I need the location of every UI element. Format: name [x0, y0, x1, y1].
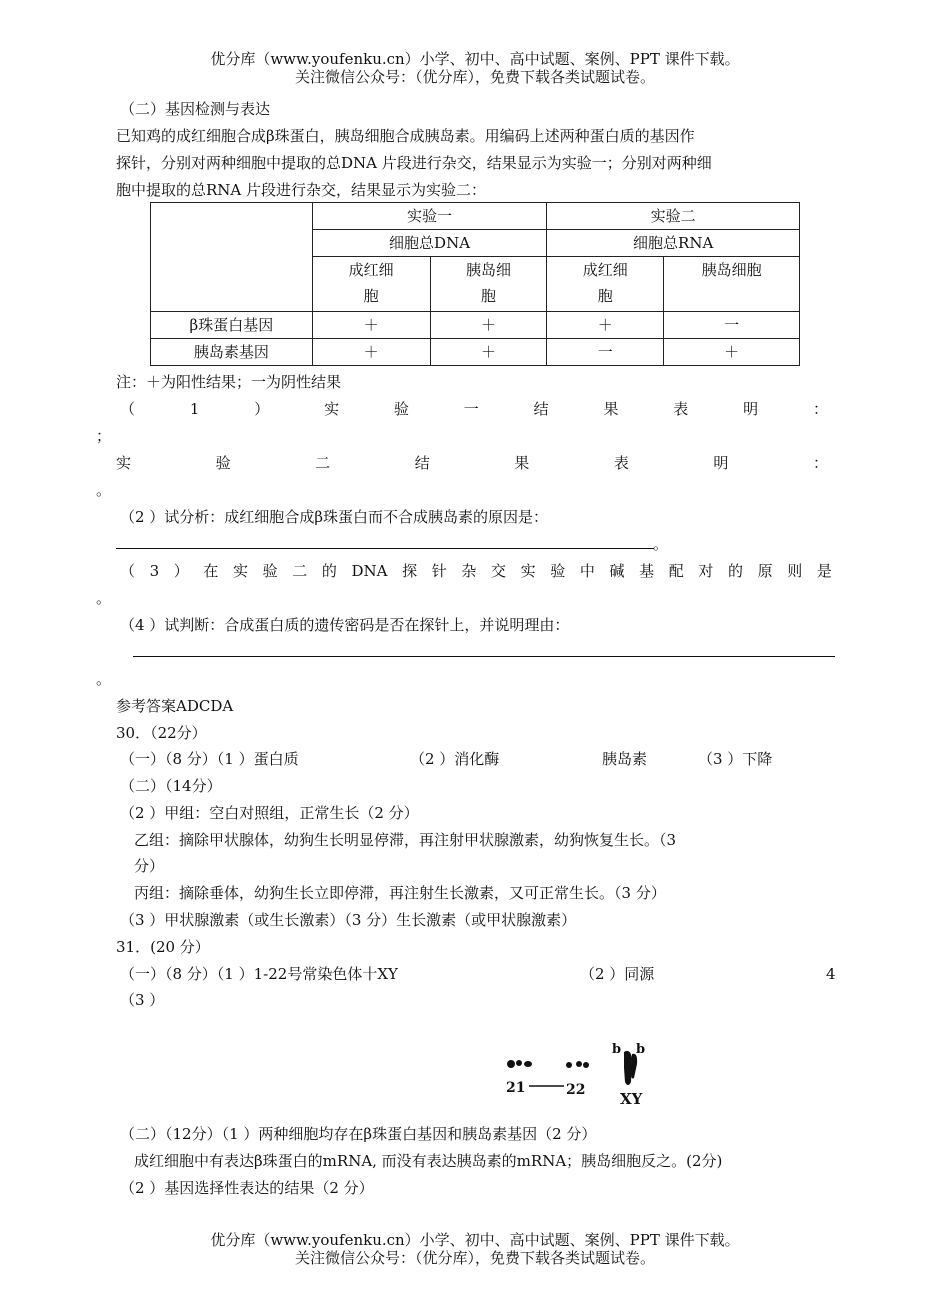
question-2: （2 ）试分析：成红细胞合成β珠蛋白而不合成胰岛素的原因是：: [120, 508, 548, 526]
question-4-end: 。: [96, 670, 112, 688]
answer-30-group-b: 乙组：摘除甲状腺体，幼狗生长明显停滞，再注射甲状腺激素，幼狗恢复生长。（3: [134, 831, 677, 849]
intro-line-3: 胞中提取的总RNA 片段进行杂交，结果显示为实验二：: [116, 181, 487, 199]
table-cell: ＋: [664, 339, 800, 366]
intro-line-1: 已知鸡的成红细胞合成β珠蛋白，胰岛细胞合成胰岛素。用编码上述两种蛋白质的基因作: [116, 127, 695, 145]
question-1a-end: ；: [96, 427, 112, 445]
answer-title: 参考答案ADCDA: [116, 697, 234, 715]
karyotype-figure: [500, 1038, 660, 1113]
table-cell: ＋: [430, 312, 547, 339]
answer-30-part-1c: 胰岛素: [602, 750, 648, 768]
table-corner-cell: [151, 203, 313, 312]
sex-chromosome-label: XY: [620, 1090, 643, 1108]
table-cell: ＋: [430, 339, 547, 366]
answer-30-part-3: （3 ）甲状腺激素（或生长激素）（3 分）生长激素（或甲状腺激素）: [120, 911, 577, 929]
question-1b: 实 验 二 结 果 表 明 ：: [116, 454, 828, 472]
footer-line-1: 优分库（www.youfenku.cn）小学、初中、高中试题、案例、PPT 课件下载。: [210, 1231, 740, 1249]
table-col-islet-1: 胰岛细 胞: [430, 257, 547, 312]
answer-30: 30．（22分）: [116, 724, 207, 742]
footer-line-2: 关注微信公众号：（优分库），免费下载各类试题试卷。: [294, 1249, 655, 1267]
answer-blank-line: [133, 656, 835, 657]
chromosome-22-label: 22: [566, 1082, 586, 1098]
table-row: [151, 312, 800, 339]
answer-30-group-b-end: 分）: [134, 857, 165, 875]
answer-31-part-2-detail: 成红细胞中有表达β珠蛋白的mRNA, 而没有表达胰岛素的mRNA；胰岛细胞反之。(2分): [134, 1152, 723, 1170]
answer-31-part-1d: （3 ）: [120, 991, 165, 1009]
allele-label-b1: b: [612, 1042, 622, 1057]
question-1b-end: 。: [96, 481, 112, 499]
header-line-2: 关注微信公众号：（优分库），免费下载各类试题试卷。: [294, 68, 655, 86]
answer-30-part-1a: （一）（8 分）（1 ）蛋白质: [120, 750, 299, 768]
answer-31: 31．(20 分）: [116, 938, 210, 956]
table-cell: ＋: [312, 339, 430, 366]
table-cell: ＋: [547, 312, 664, 339]
question-1a: （ 1 ） 实 验 一 结 果 表 明 ：: [120, 400, 828, 418]
answer-30-part-1d: （3 ）下降: [698, 750, 773, 768]
header-line-1: 优分库（www.youfenku.cn）小学、初中、高中试题、案例、PPT 课件下载。: [210, 50, 740, 68]
table-cell: 一: [664, 312, 800, 339]
allele-label-b2: b: [636, 1042, 646, 1057]
answer-30-part-2: （二）（14分）: [120, 777, 222, 795]
answer-31-part-1a: （一）（8 分）（1 ）1-22号常染色体十XY: [120, 965, 398, 983]
table-rna-header: 细胞总RNA: [547, 230, 800, 257]
question-2-end: 。: [653, 535, 669, 553]
answer-30-group-a: （2 ）甲组：空白对照组，正常生长（2 分）: [120, 804, 419, 822]
answer-31-part-1b: （2 ）同源: [580, 965, 655, 983]
table-col-erythroblast-2: 成红细 胞: [547, 257, 664, 312]
question-3-end: 。: [96, 589, 112, 607]
table-cell: 一: [547, 339, 664, 366]
question-4: （4 ）试判断：合成蛋白质的遗传密码是否在探针上，并说明理由：: [120, 616, 570, 634]
chromosome-21-label: 21: [506, 1080, 526, 1096]
results-table: [150, 202, 800, 366]
table-dna-header: 细胞总DNA: [312, 230, 547, 257]
table-note: 注：＋为阳性结果；一为阴性结果: [116, 373, 342, 391]
answer-31-part-2: （二）（12分）（1 ）两种细胞均存在β珠蛋白基因和胰岛素基因（2 分）: [120, 1125, 597, 1143]
question-3: （ 3 ） 在 实 验 二 的 DNA 探 针 杂 交 实 验 中 碱 基 配 对 的 原 则 是: [120, 562, 832, 580]
table-col-erythroblast-1: 成红细 胞: [312, 257, 430, 312]
table-col-islet-2: 胰岛细胞: [664, 257, 800, 312]
intro-line-2: 探针，分别对两种细胞中提取的总DNA 片段进行杂交，结果显示为实验一；分别对两种细: [116, 154, 712, 172]
answer-30-group-c: 丙组：摘除垂体，幼狗生长立即停滞，再注射生长激素，又可正常生长。（3 分）: [134, 884, 666, 902]
table-cell: ＋: [312, 312, 430, 339]
answer-31-part-2b: （2 ）基因选择性表达的结果（2 分）: [120, 1179, 374, 1197]
table-row-label: 胰岛素基因: [151, 339, 313, 366]
answer-blank-line: [116, 548, 654, 549]
section-title: （二）基因检测与表达: [120, 100, 271, 118]
table-row: [151, 339, 800, 366]
table-exp1-header: 实验一: [312, 203, 547, 230]
answer-31-part-1c: 4: [826, 965, 836, 983]
table-exp2-header: 实验二: [547, 203, 800, 230]
answer-30-part-1b: （2 ）消化酶: [410, 750, 500, 768]
table-row-label: β珠蛋白基因: [151, 312, 313, 339]
